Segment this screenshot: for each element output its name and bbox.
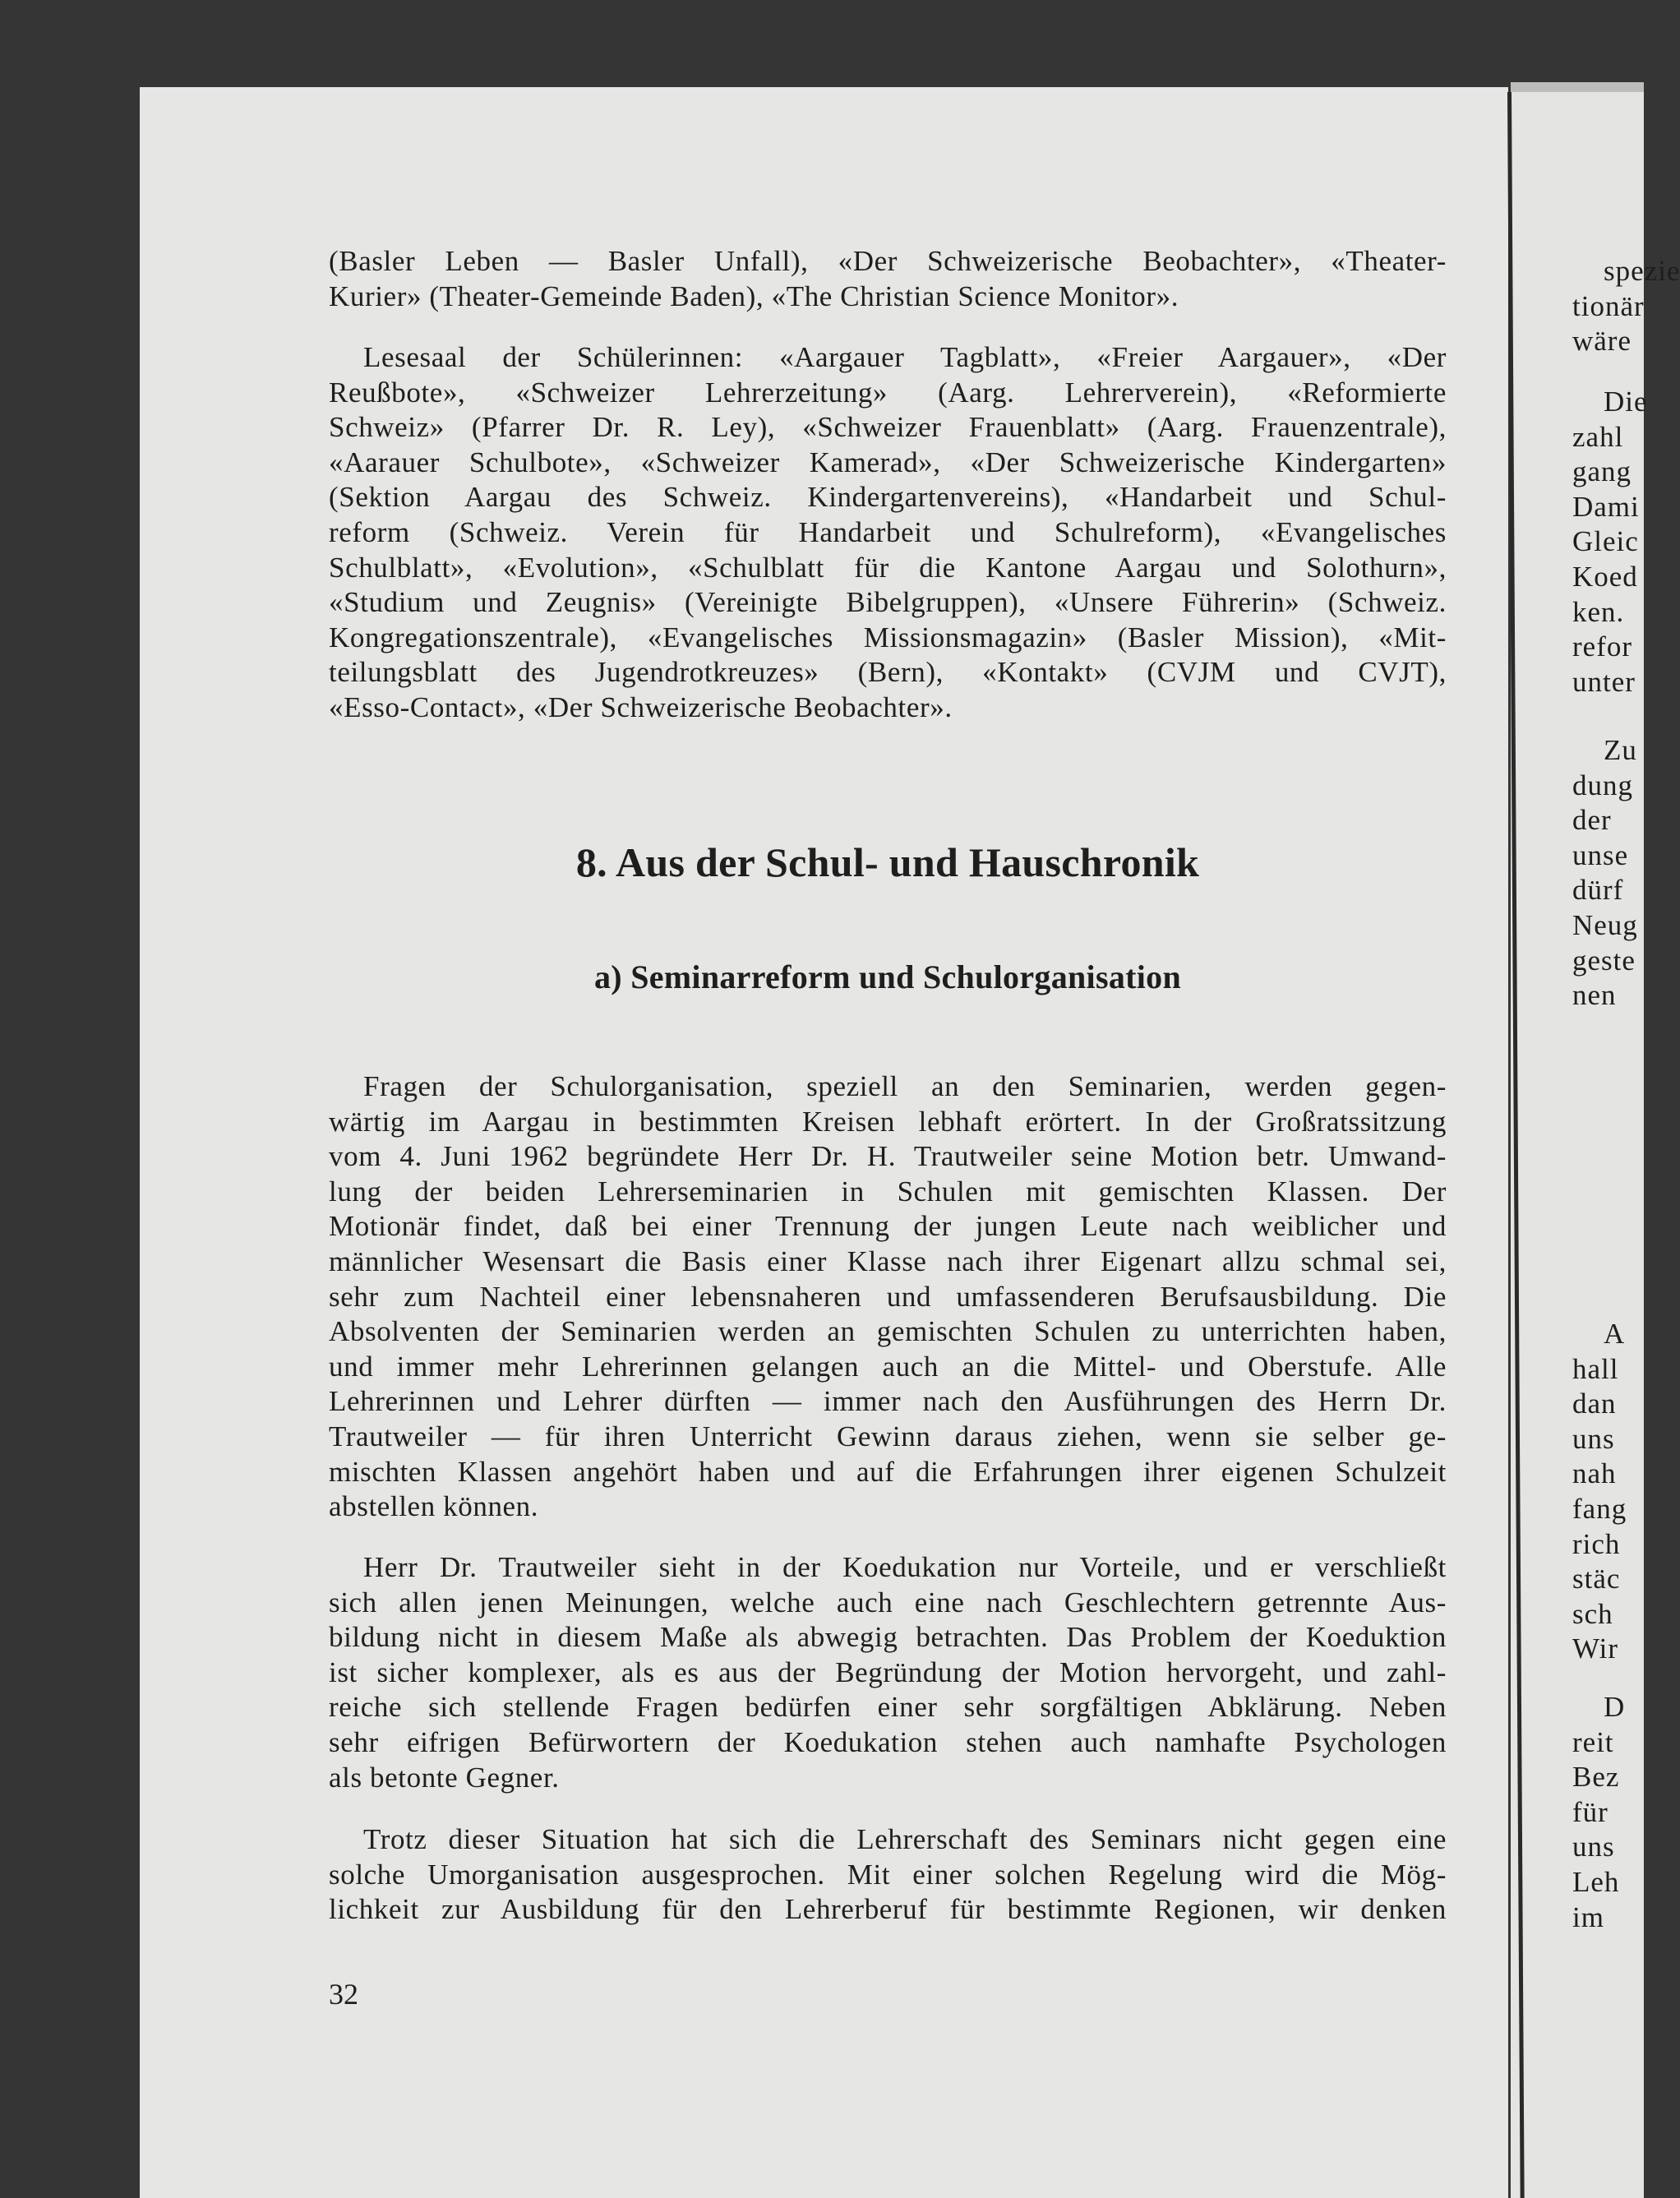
text-line-fragment: ken. — [1572, 595, 1625, 628]
text-line-fragment: reit — [1572, 1725, 1614, 1758]
text-line: «Studium und Zeugnis» (Vereinigte Bibelgruppen), «Unsere Führerin» (Schweiz. — [329, 586, 1447, 619]
right-page-paragraph — [1572, 385, 1648, 700]
text-line-fragment: refor — [1572, 630, 1633, 663]
text-line: sehr eifrigen Befürwortern der Koedukation stehen auch namhafte Psychologen — [329, 1725, 1447, 1758]
paragraph — [329, 340, 1447, 726]
text-line: solche Umorganisation ausgesprochen. Mit einer solchen Regelung wird die Mög- — [329, 1858, 1447, 1891]
text-line: männlicher Wesensart die Basis einer Klasse nach ihrer Eigenart allzu schmal sei, — [329, 1244, 1447, 1277]
text-line-fragment: im — [1572, 1900, 1604, 1933]
text-line-fragment: Neug — [1572, 908, 1638, 941]
text-line-fragment: sch — [1572, 1597, 1613, 1630]
text-line: lung der beiden Lehrerseminarien in Schulen mit gemischten Klassen. Der — [329, 1175, 1447, 1208]
text-line-fragment: dürf — [1572, 874, 1624, 907]
text-line: reiche sich stellende Fragen bedürfen einer sehr sorgfältigen Abklärung. Neben — [329, 1691, 1447, 1724]
text-line-fragment: D — [1604, 1691, 1626, 1723]
text-line-fragment: Wir — [1572, 1632, 1619, 1665]
text-line: vom 4. Juni 1962 begründete Herr Dr. H. Trautweiler seine Motion betr. Umwand- — [329, 1140, 1447, 1173]
paragraph — [329, 1550, 1447, 1795]
text-line: lichkeit zur Ausbildung für den Lehrerberuf für bestimmte Regionen, wir denken — [329, 1893, 1447, 1926]
text-line: Absolventen der Seminarien werden an gemischten Schulen zu unterrichten haben, — [329, 1315, 1447, 1348]
text-line: Trautweiler — für ihren Unterricht Gewinn daraus ziehen, wenn sie selber ge- — [329, 1420, 1447, 1452]
text-line: reform (Schweiz. Verein für Handarbeit und Schulreform), «Evangelisches — [329, 515, 1447, 548]
text-line-fragment: der — [1572, 804, 1612, 837]
text-line-fragment: nen — [1572, 979, 1617, 1012]
text-line-fragment: Leh — [1572, 1865, 1620, 1898]
text-line: Schulblatt», «Evolution», «Schulblatt für die Kantone Aargau und Solothurn», — [329, 551, 1447, 584]
text-line-fragment: fang — [1572, 1492, 1627, 1525]
text-line: «Aarauer Schulbote», «Schweizer Kamerad», «Der Schweizerische Kindergarten» — [329, 446, 1447, 478]
text-line: Trotz dieser Situation hat sich die Lehrerschaft des Seminars nicht gegen eine — [363, 1823, 1447, 1855]
text-line: sich allen jenen Meinungen, welche auch eine nach Geschlechtern getrennte Aus- — [329, 1586, 1447, 1618]
text-line-fragment: hall — [1572, 1352, 1619, 1385]
section-subheading: a) Seminarreform und Schulorganisation — [593, 958, 1182, 995]
text-line-fragment: Dami — [1572, 490, 1640, 523]
text-line: als betonte Gegner. — [329, 1761, 560, 1794]
text-line-fragment: tionär — [1572, 289, 1645, 322]
text-line-fragment: wäre — [1572, 325, 1632, 358]
text-line-fragment: uns — [1572, 1422, 1615, 1455]
text-line-fragment: Koed — [1572, 560, 1638, 593]
text-line: «Esso-Contact», «Der Schweizerische Beobachter». — [329, 690, 953, 723]
paragraph — [329, 1069, 1447, 1525]
right-page-paragraph — [1572, 1317, 1627, 1667]
text-line: Reußbote», «Schweizer Lehrerzeitung» (Aarg. Lehrerverein), «Reformierte — [329, 376, 1447, 409]
text-line: teilungsblatt des Jugendrotkreuzes» (Bern), «Kontakt» (CVJM und CVJT), — [329, 656, 1447, 689]
text-line: wärtig im Aargau in bestimmten Kreisen lebhaft erörtert. In der Großratssitzung — [329, 1105, 1447, 1138]
text-line-fragment: Bez — [1572, 1761, 1620, 1794]
text-line: bildung nicht in diesem Maße als abwegig betrachten. Das Problem der Koeduktion — [329, 1621, 1447, 1654]
page-number: 32 — [329, 1978, 358, 2011]
text-line: Herr Dr. Trautweiler sieht in der Koedukation nur Vorteile, und er verschließt — [363, 1551, 1447, 1583]
text-line: (Basler Leben — Basler Unfall), «Der Schweizerische Beobachter», «Theater- — [329, 245, 1447, 277]
text-line: sehr zum Nachteil einer lebensnaheren und umfassenderen Berufsausbildung. Die — [329, 1280, 1447, 1313]
text-line-fragment: zahl — [1572, 420, 1624, 453]
text-line-fragment: A — [1604, 1318, 1626, 1350]
right-page-paragraph — [1572, 254, 1680, 359]
text-line-fragment: Gleic — [1572, 525, 1639, 558]
text-line-fragment: geste — [1572, 944, 1636, 977]
paragraph — [329, 1822, 1447, 1928]
text-line-fragment: gang — [1572, 455, 1632, 488]
text-line: Lesesaal der Schülerinnen: «Aargauer Tagblatt», «Freier Aargauer», «Der — [363, 341, 1447, 373]
text-line: (Sektion Aargau des Schweiz. Kindergartenvereins), «Handarbeit und Schul- — [329, 481, 1447, 514]
right-page-paragraph — [1572, 1690, 1625, 1935]
text-line-fragment: nah — [1572, 1457, 1617, 1490]
right-page — [1511, 92, 1680, 2198]
text-line: Lehrerinnen und Lehrer dürften — immer nach den Ausführungen des Herrn Dr. — [329, 1385, 1447, 1418]
text-line: Fragen der Schulorganisation, speziell an den Seminarien, werden gegen- — [363, 1070, 1447, 1102]
text-line-fragment: unter — [1572, 665, 1636, 698]
text-line-fragment: Zu — [1604, 734, 1637, 766]
text-line: ist sicher komplexer, als es aus der Begründung der Motion hervorgeht, und zahl- — [329, 1655, 1447, 1688]
text-line: abstellen können. — [329, 1490, 539, 1523]
text-line-fragment: dan — [1572, 1388, 1617, 1420]
paragraph — [329, 244, 1447, 314]
text-line: Kurier» (Theater-Gemeinde Baden), «The Christian Science Monitor». — [329, 279, 1179, 312]
section-heading: 8. Aus der Schul- und Hauschronik — [575, 839, 1200, 885]
text-line: Motionär findet, daß bei einer Trennung der jungen Leute nach weiblicher und — [329, 1210, 1447, 1243]
text-line-fragment: stäc — [1572, 1563, 1621, 1595]
text-line-fragment: unse — [1572, 838, 1629, 871]
text-line: Schweiz» (Pfarrer Dr. R. Ley), «Schweizer Frauenblatt» (Aarg. Frauenzentrale), — [329, 411, 1447, 444]
text-line-fragment: dung — [1572, 769, 1633, 801]
right-page-paragraph — [1572, 733, 1638, 1014]
text-line-fragment: uns — [1572, 1831, 1615, 1863]
text-line-fragment: spezie — [1604, 255, 1680, 287]
text-line-fragment: für — [1572, 1795, 1608, 1828]
text-line-fragment: Die — [1604, 386, 1648, 418]
text-line-fragment: rich — [1572, 1527, 1621, 1560]
text-line: und immer mehr Lehrerinnen gelangen auch an die Mittel- und Oberstufe. Alle — [329, 1350, 1447, 1383]
text-line: Kongregationszentrale), «Evangelisches Missionsmagazin» (Basler Mission), «Mit- — [329, 621, 1447, 653]
text-line: mischten Klassen angehört haben und auf die Erfahrungen ihrer eigenen Schulzeit — [329, 1455, 1447, 1488]
